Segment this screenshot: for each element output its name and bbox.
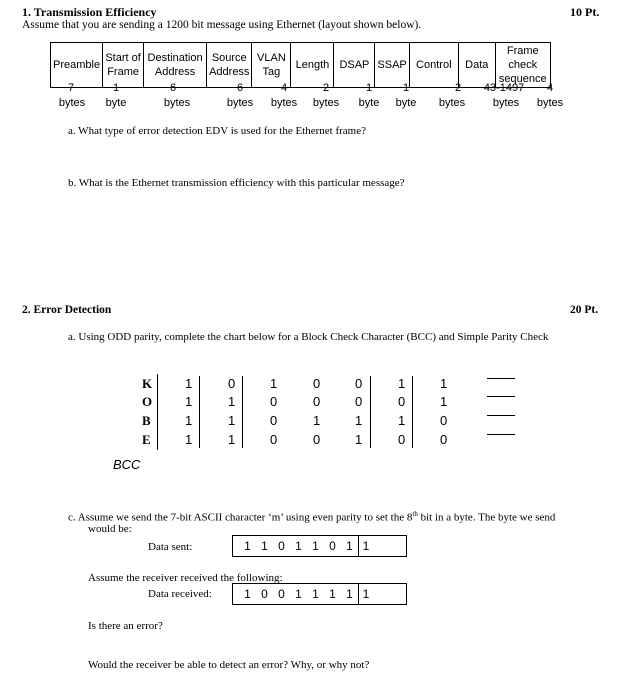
bit: 1 xyxy=(440,376,448,391)
frame-field-length xyxy=(291,43,334,88)
bit: 1 xyxy=(244,587,251,601)
column-divider xyxy=(199,376,200,448)
unit-start: byte xyxy=(105,97,127,109)
data-sent-label: Data sent: xyxy=(148,541,193,553)
bit: 0 xyxy=(261,587,268,601)
bit: 1 xyxy=(312,587,319,601)
q2c-superscript: th xyxy=(412,510,418,518)
frame-field-data xyxy=(458,43,495,88)
frame-field-label: Control xyxy=(416,59,452,71)
q1b-text: b. What is the Ethernet transmission efficiency with this particular message? xyxy=(68,177,405,189)
unit-data: bytes xyxy=(492,97,520,109)
bit: 0 xyxy=(228,376,236,391)
frame-field-control xyxy=(409,43,458,88)
unit-fcs: bytes xyxy=(536,97,564,109)
frame-field-destination xyxy=(144,43,207,88)
unit-control: bytes xyxy=(438,97,466,109)
size-start: 1 xyxy=(112,82,120,94)
frame-field-label: VLAN Tag xyxy=(257,52,286,78)
bit: 0 xyxy=(270,394,278,409)
bit: 1 xyxy=(355,413,363,428)
q1-intro: Assume that you are sending a 1200 bit message using Ethernet (layout shown below). xyxy=(22,19,422,31)
bit: 0 xyxy=(355,376,363,391)
q2c-text-part1: c. Assume we send the 7-bit ASCII character ‘m’ using even parity to set the 8 xyxy=(68,511,413,524)
error-question: Is there an error? xyxy=(88,620,163,632)
bit: 0 xyxy=(313,432,321,447)
frame-field-source xyxy=(207,43,252,88)
bit: 1 xyxy=(398,413,406,428)
frame-field-ssap xyxy=(375,43,409,88)
frame-field-preamble xyxy=(51,43,103,88)
bit: 1 xyxy=(228,394,236,409)
bit: 0 xyxy=(313,394,321,409)
bit: 0 xyxy=(355,394,363,409)
column-divider xyxy=(370,376,371,448)
row-label: E xyxy=(142,432,151,447)
bit: 0 xyxy=(329,539,336,553)
q2-title: 2. Error Detection xyxy=(22,304,112,316)
bit: 1 xyxy=(261,539,268,553)
bit: 1 xyxy=(329,587,336,601)
bit: 1 xyxy=(228,413,236,428)
bit: 1 xyxy=(346,587,353,601)
bit: 0 xyxy=(270,432,278,447)
row-label: K xyxy=(142,376,153,391)
unit-dsap: byte xyxy=(358,97,380,109)
bit: 1 xyxy=(295,587,302,601)
bit: 0 xyxy=(278,539,285,553)
frame-field-label: Source Address xyxy=(209,52,250,78)
bit: 0 xyxy=(440,432,448,447)
bit: 1 xyxy=(185,432,193,447)
unit-source: bytes xyxy=(226,97,254,109)
size-ssap: 1 xyxy=(402,82,410,94)
bit: 0 xyxy=(440,413,448,428)
bit: 0 xyxy=(398,394,406,409)
bit: 0 xyxy=(313,376,321,391)
bit: 1 xyxy=(295,539,302,553)
frame-field-start xyxy=(103,43,144,88)
size-dsap: 1 xyxy=(365,82,373,94)
detect-question: Would the receiver be able to detect an error? Why, or why not? xyxy=(88,659,370,671)
bit: 1 xyxy=(185,394,193,409)
q1-title: 1. Transmission Efficiency xyxy=(22,5,157,19)
q2c-text xyxy=(68,510,555,524)
parity-blank[interactable] xyxy=(487,396,515,397)
unit-ssap: byte xyxy=(395,97,417,109)
size-length: 2 xyxy=(322,82,330,94)
bit: 1 xyxy=(355,432,363,447)
receiver-text: Assume the receiver received the following: xyxy=(88,572,283,584)
parity-bit: 1 xyxy=(358,584,373,604)
frame-field-label: Preamble xyxy=(53,59,101,71)
parity-bit: 1 xyxy=(358,536,373,556)
bit: 0 xyxy=(278,587,285,601)
q2c-text-line2: would be: xyxy=(88,523,132,535)
bit: 1 xyxy=(398,376,406,391)
frame-field-fcs xyxy=(495,43,550,88)
q2a-text: a. Using ODD parity, complete the chart below for a Block Check Character (BCC) and Simple Parity Check xyxy=(68,331,549,343)
data-received-byte xyxy=(232,583,407,605)
column-divider xyxy=(242,376,243,448)
unit-length: bytes xyxy=(312,97,340,109)
size-destination: 6 xyxy=(169,82,177,94)
bit: 0 xyxy=(398,432,406,447)
frame-field-label: Length xyxy=(295,59,330,71)
frame-field-label: DSAP xyxy=(339,59,370,71)
bit: 0 xyxy=(270,413,278,428)
bit: 1 xyxy=(244,539,251,553)
size-preamble: 7 xyxy=(67,82,75,94)
frame-field-vlan xyxy=(252,43,291,88)
size-source: 6 xyxy=(236,82,244,94)
bit: 1 xyxy=(185,376,193,391)
frame-field-label: Start of Frame xyxy=(105,52,141,78)
unit-preamble: bytes xyxy=(58,97,86,109)
parity-blank[interactable] xyxy=(487,378,515,379)
frame-field-label: Destination Address xyxy=(147,52,203,78)
size-control: 2 xyxy=(454,82,462,94)
frame-header-row xyxy=(51,43,551,88)
data-received-label: Data received: xyxy=(148,588,212,600)
size-data: 43-1497 xyxy=(483,82,525,94)
bit: 1 xyxy=(440,394,448,409)
bit: 1 xyxy=(185,413,193,428)
unit-destination: bytes xyxy=(163,97,191,109)
size-vlan: 4 xyxy=(280,82,288,94)
bit: 1 xyxy=(313,413,321,428)
frame-field-label: Frame check sequence xyxy=(498,45,547,85)
frame-field-label: Data xyxy=(465,59,489,71)
q1-points: 10 Pt. xyxy=(570,5,600,19)
data-sent-byte xyxy=(232,535,407,557)
row-label: B xyxy=(142,413,151,428)
bit: 1 xyxy=(346,539,353,553)
frame-field-label: SSAP xyxy=(377,59,407,71)
row-label: O xyxy=(142,394,153,409)
parity-blank[interactable] xyxy=(487,415,515,416)
bit: 1 xyxy=(228,432,236,447)
bit: 1 xyxy=(270,376,278,391)
unit-vlan: bytes xyxy=(270,97,298,109)
q2c-text-part2: bit in a byte. The byte we send xyxy=(417,511,556,524)
column-divider xyxy=(412,376,413,448)
size-fcs: 4 xyxy=(546,82,554,94)
q2-points: 20 Pt. xyxy=(570,304,599,316)
parity-blank[interactable] xyxy=(487,434,515,435)
label-divider xyxy=(157,374,158,450)
frame-field-dsap xyxy=(334,43,375,88)
bcc-label: BCC xyxy=(113,457,141,472)
q1a-text: a. What type of error detection EDV is used for the Ethernet frame? xyxy=(68,125,367,137)
bit: 1 xyxy=(312,539,319,553)
